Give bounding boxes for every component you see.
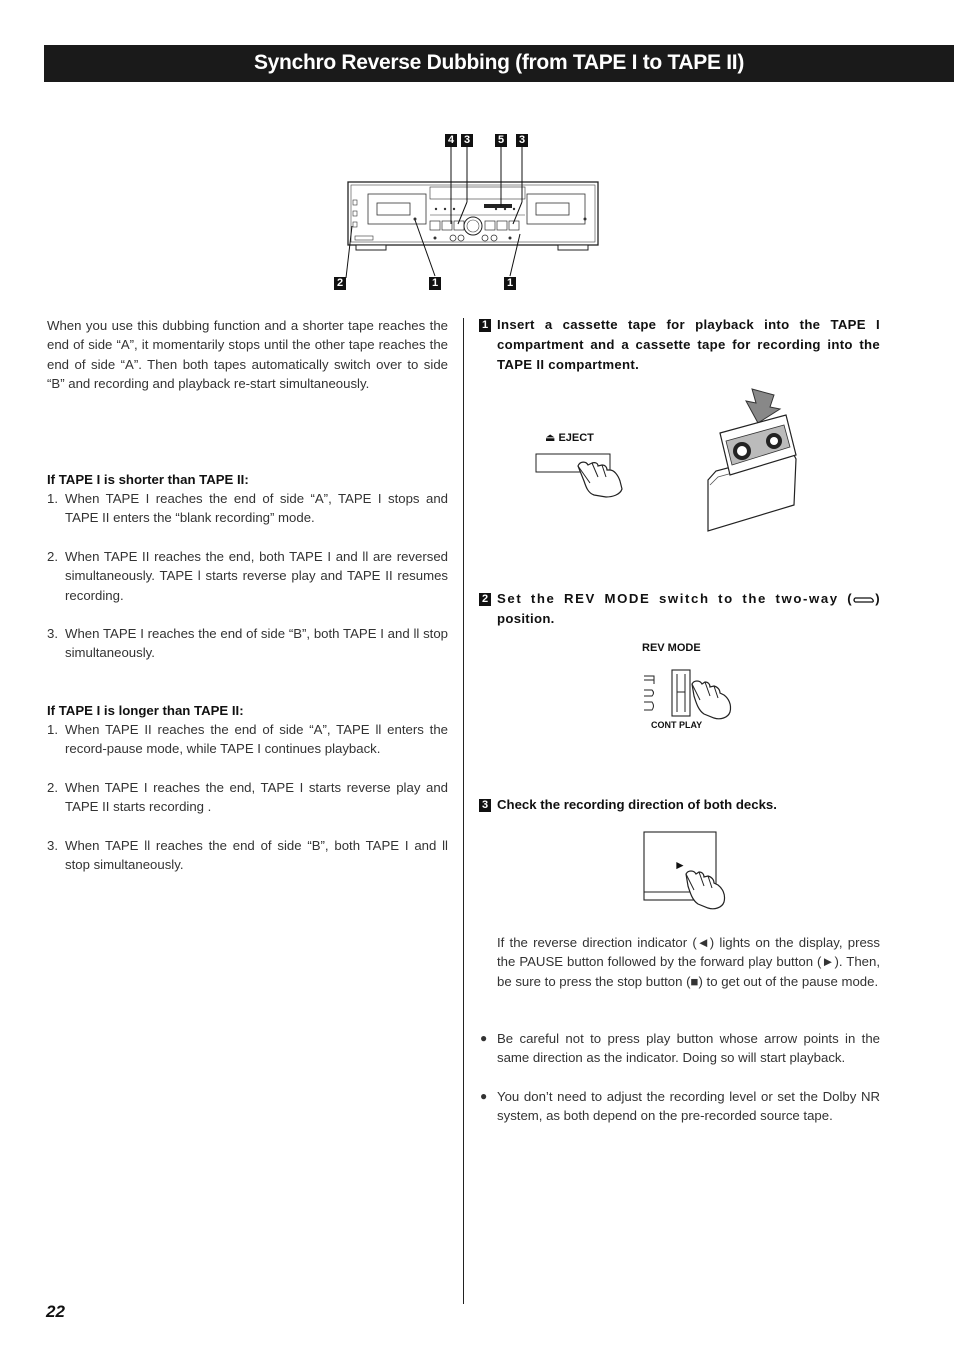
cassette-insert-illustration [700, 385, 810, 535]
step3-text: Check the recording direction of both decks. [497, 797, 777, 812]
list-item [480, 1029, 880, 1068]
list-number: 2. [47, 780, 58, 795]
list-number: 1. [47, 722, 58, 737]
step2-text [497, 589, 880, 629]
deck-diagram [330, 130, 610, 295]
list-number: 3. [47, 626, 58, 641]
callout-3: 3 [461, 134, 473, 147]
list-item [47, 778, 448, 817]
section1-heading: If TAPE I is shorter than TAPE II: [47, 472, 249, 487]
list-item [47, 624, 448, 663]
play-button-illustration [640, 830, 750, 915]
step-number: 3 [479, 799, 491, 812]
list-number: 1. [47, 491, 58, 506]
list-text: When TAPE I reaches the end, TAPE I starts reverse play and TAPE II starts recording . [65, 780, 448, 815]
list-text: When TAPE ll reaches the end of side “B”, both TAPE I and ll stop simultaneously. [65, 838, 448, 873]
rev-mode-label: REV MODE [642, 642, 701, 654]
bullet-text: Be careful not to press play button whose arrow points in the same direction as the indicator. Doing so will start playback. [497, 1031, 880, 1066]
deck-illustration [330, 130, 610, 295]
cont-play-label: CONT PLAY [651, 720, 703, 730]
list-text: When TAPE I reaches the end of side “B”, both TAPE I and ll stop simultaneously. [65, 626, 448, 661]
cassette-icon [700, 385, 810, 535]
callout-2: 2 [334, 277, 346, 290]
bullet-icon: ● [480, 1031, 488, 1045]
list-text: When TAPE I reaches the end of side “A”, TAPE I stops and TAPE II enters the “blank recording” mode. [65, 491, 448, 526]
list-item [47, 547, 448, 605]
step-number: 1 [479, 319, 491, 332]
step1-text: Insert a cassette tape for playback into the TAPE I compartment and a cassette tape for recording into the TAPE II compartment. [497, 317, 880, 372]
title-bar [44, 45, 954, 82]
list-text: When TAPE II reaches the end of side “A”, TAPE ll enters the record-pause mode, while TAPE I continues playback. [65, 722, 448, 757]
eject-illustration [530, 425, 640, 505]
eject-label: ⏏ EJECT [545, 432, 594, 444]
section2-heading: If TAPE I is longer than TAPE II: [47, 703, 244, 718]
step-number: 2 [479, 593, 491, 606]
two-way-icon [853, 595, 875, 605]
list-item [47, 489, 448, 528]
page-title: Synchro Reverse Dubbing (from TAPE I to TAPE II) [253, 51, 745, 74]
list-text: When TAPE II reaches the end, both TAPE I and ll are reversed simultaneously. TAPE l starts reverse play and TAPE II resumes recording. [65, 549, 448, 603]
callout-3: 3 [516, 134, 528, 147]
callout-1: 1 [429, 277, 441, 290]
eject-button-icon [530, 425, 640, 505]
list-item [47, 836, 448, 875]
step2-text-after: ) position. [497, 591, 880, 626]
intro-paragraph: When you use this dubbing function and a shorter tape reaches the end of side “A”, it momentarily stops until the other tape reaches the end of side “A”. Then both tapes automatically switch over to side “B” and recording and playback re-start simultaneously. [47, 318, 448, 391]
list-number: 3. [47, 838, 58, 853]
bullet-icon: ● [480, 1089, 488, 1103]
list-item [480, 1087, 880, 1126]
list-item [47, 720, 448, 759]
callout-4: 4 [445, 134, 457, 147]
list-number: 2. [47, 549, 58, 564]
rev-mode-illustration [630, 640, 750, 740]
step2-text-before: Set the REV MODE switch to the two-way ( [497, 591, 854, 606]
column-divider [463, 318, 464, 1304]
callout-5: 5 [495, 134, 507, 147]
play-panel-icon [640, 830, 750, 915]
page-number: 22 [46, 1302, 65, 1321]
bullet-text: You don’t need to adjust the recording level or set the Dolby NR system, as both depend on the pre-recorded source tape. [497, 1089, 880, 1124]
reverse-indicator-note: If the reverse direction indicator (◄) lights on the display, press the PAUSE button followed by the forward play button (►). Then, be sure to press the stop button (■) to get out of the pause mode. [497, 935, 880, 989]
play-icon: ► [674, 858, 686, 872]
callout-1: 1 [504, 277, 516, 290]
